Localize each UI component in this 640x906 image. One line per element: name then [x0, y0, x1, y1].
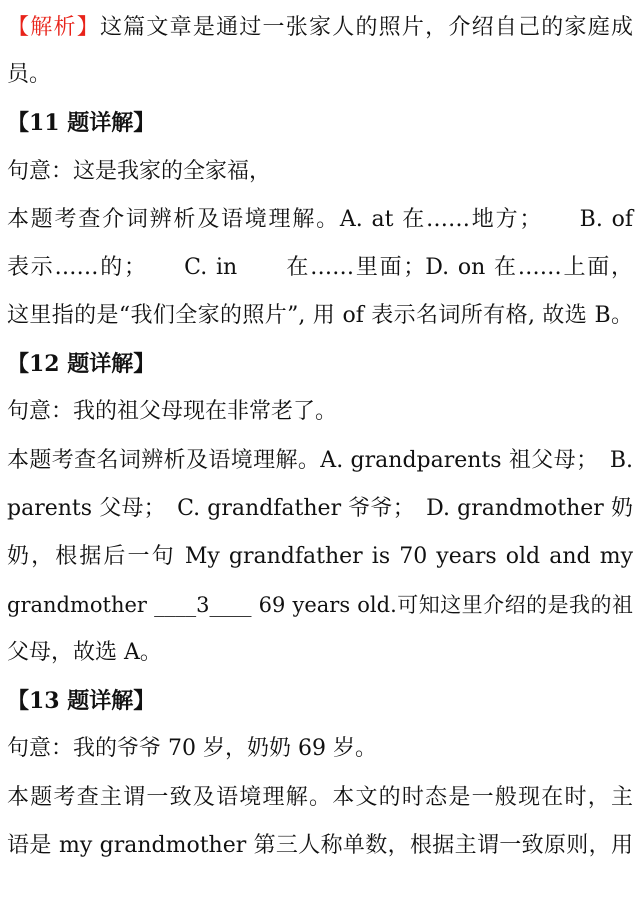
q12-heading: 【12 题详解】 — [7, 351, 156, 377]
q13-meaning: 句意：我的爷爷 70 岁，奶奶 69 岁。 — [7, 736, 377, 761]
q12-line-2: parents 父母； C. grandfather 爷爷； D. grandmother 奶 — [7, 496, 633, 521]
analysis-line-1 — [7, 13, 633, 43]
q13-heading: 【13 题详解】 — [7, 688, 156, 714]
q12-line-4: grandmother ____3____ 69 years old.可知这里介绍的是我的祖 — [7, 593, 633, 617]
q11-line-2: 表示……的； C. in 在……里面；D. on 在……上面， — [7, 255, 633, 280]
q11-heading: 【11 题详解】 — [7, 110, 156, 136]
q12-meaning: 句意：我的祖父母现在非常老了。 — [7, 399, 338, 424]
analysis-tag-word: 解析 — [30, 15, 77, 40]
analysis-tag — [7, 15, 100, 40]
q11-meaning: 句意：这是我家的全家福， — [7, 159, 272, 184]
q12-line-3: 奶，根据后一句 My grandfather is 70 years old and my — [7, 544, 633, 569]
q12-line-1: 本题考查名词辨析及语境理解。A. grandparents 祖父母； B. — [7, 448, 633, 473]
q11-line-1: 本题考查介词辨析及语境理解。A. at 在……地方； B. of — [7, 207, 633, 232]
q13-line-2: 语是 my grandmother 第三人称单数，根据主谓一致原则，用 — [7, 833, 633, 858]
analysis-text-1: 这篇文章是通过一张家人的照片，介绍自己的家庭成 — [99, 15, 633, 40]
q13-line-1: 本题考查主谓一致及语境理解。本文的时态是一般现在时，主 — [7, 785, 633, 810]
analysis-tag-close: 】 — [76, 15, 100, 40]
analysis-tag-open: 【 — [7, 15, 31, 40]
analysis-line-2: 员。 — [7, 62, 52, 87]
q11-line-3: 这里指的是“我们全家的照片”, 用 of 表示名词所有格, 故选 B。 — [7, 303, 633, 328]
q12-line-5: 父母，故选 A。 — [7, 640, 162, 665]
